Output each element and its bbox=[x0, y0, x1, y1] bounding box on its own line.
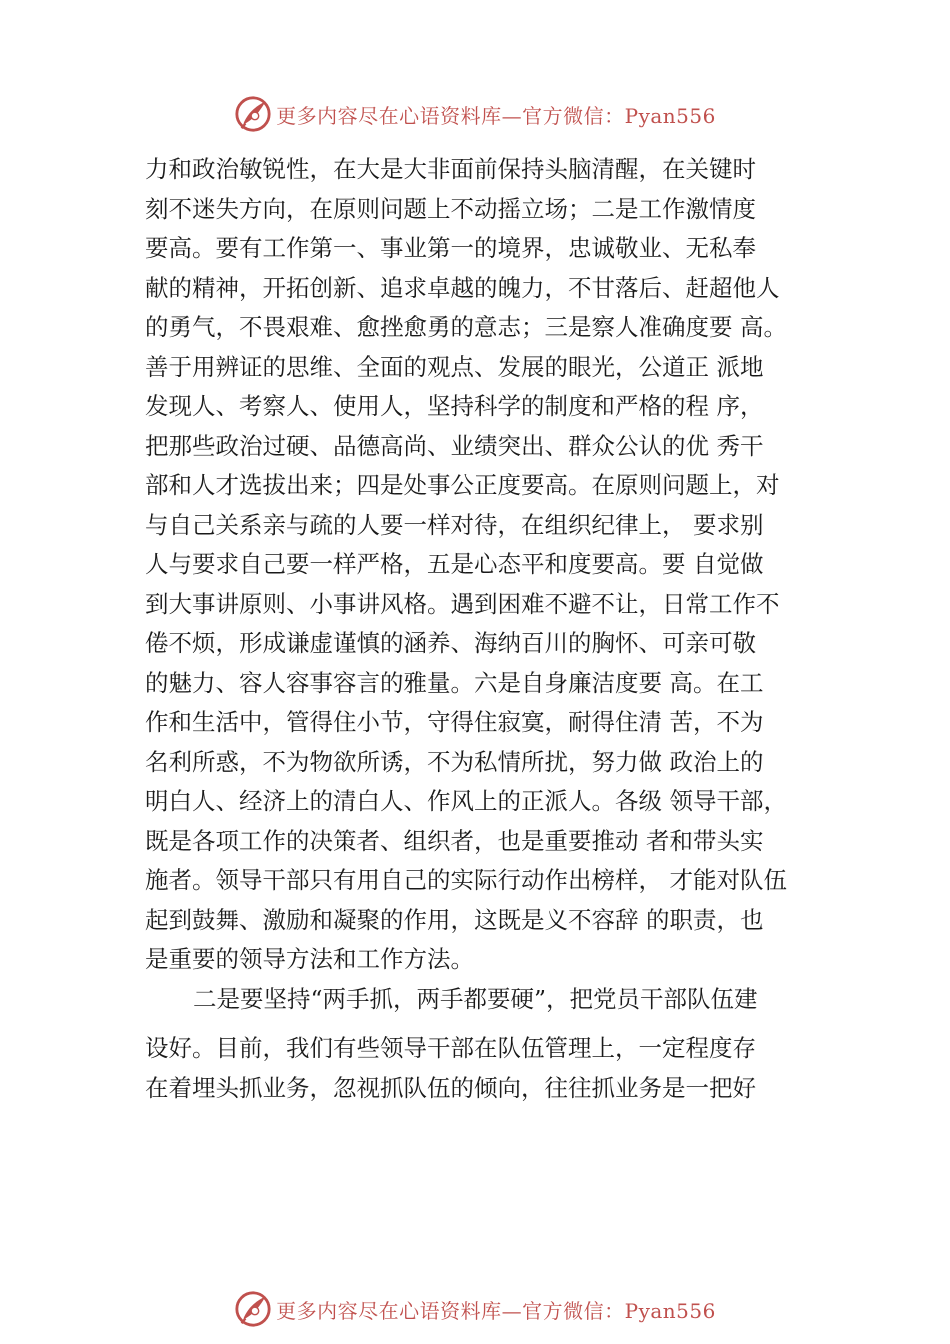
footer-watermark bbox=[0, 1289, 950, 1329]
body-line: 力和政治敏锐性，在大是大非面前保持头脑清醒，在关键时 bbox=[145, 155, 756, 183]
footer-text bbox=[276, 1295, 716, 1324]
body-line: 善于用辨证的思维、全面的观点、发展的眼光，公道正 派地 bbox=[145, 352, 764, 381]
body-line: 与自己关系亲与疏的人要一样对待，在组织纪律上， 要求别 bbox=[145, 510, 764, 539]
quill-logo-icon bbox=[234, 1290, 272, 1328]
body-line: 的勇气，不畏艰难、愈挫愈勇的意志；三是察人准确度要 高。 bbox=[145, 313, 787, 341]
body-line: 设好。目前，我们有些领导干部在队伍管理上，一定程度存 bbox=[145, 1034, 756, 1062]
footer-site-text: 更多内容尽在心语资料库 bbox=[276, 1298, 502, 1323]
body-line: 要高。要有工作第一、事业第一的境界，忠诚敬业、无私奉 bbox=[145, 234, 756, 262]
body-line: 部和人才选拔出来；四是处事公正度要高。在原则问题上，对 bbox=[145, 471, 780, 499]
header-wechat-text: 官方微信：Pyan556 bbox=[522, 103, 716, 128]
body-line: 作和生活中，管得住小节，守得住寂寞，耐得住清 苦，不为 bbox=[145, 708, 764, 736]
footer-wechat-text: 官方微信：Pyan556 bbox=[522, 1298, 716, 1323]
body-line: 献的精神，开拓创新、追求卓越的魄力，不甘落后、赶超他人 bbox=[145, 273, 780, 302]
body-line: 名利所惑，不为物欲所诱，不为私情所扰，努力做 政治上的 bbox=[145, 747, 764, 776]
body-line: 施者。领导干部只有用自己的实际行动作出榜样， 才能对队伍 bbox=[145, 866, 787, 894]
footer-separator: — bbox=[501, 1298, 523, 1323]
body-line: 把那些政治过硬、品德高尚、业绩突出、群众公认的优 秀干 bbox=[145, 431, 764, 460]
header-site-text: 更多内容尽在心语资料库 bbox=[276, 103, 502, 128]
quill-logo-icon bbox=[234, 95, 272, 133]
body-line: 是重要的领导方法和工作方法。 bbox=[145, 945, 474, 973]
body-line: 到大事讲原则、小事讲风格。遇到困难不避不让，日常工作不 bbox=[145, 589, 780, 618]
body-line: 既是各项工作的决策者、组织者，也是重要推动 者和带头实 bbox=[145, 826, 764, 855]
body-line: 人与要求自己要一样严格，五是心态平和度要高。要 自觉做 bbox=[145, 550, 764, 578]
body-line: 在着埋头抓业务，忽视抓队伍的倾向，往往抓业务是一把好 bbox=[145, 1073, 756, 1102]
body-line: 发现人、考察人、使用人，坚持科学的制度和严格的程 序， bbox=[145, 392, 764, 420]
body-line: 的魅力、容人容事容言的雅量。六是自身廉洁度要 高。在工 bbox=[145, 668, 764, 697]
header-text bbox=[276, 100, 716, 129]
body-line: 刻不迷失方向，在原则问题上不动摇立场；二是工作激情度 bbox=[145, 194, 756, 223]
body-line: 二是要坚持“两手抓，两手都要硬”，把党员干部队伍建 bbox=[193, 984, 758, 1013]
document-body bbox=[145, 150, 845, 1108]
body-line: 倦不烦，形成谦虚谨慎的涵养、海纳百川的胸怀、可亲可敬 bbox=[145, 629, 756, 657]
body-line: 起到鼓舞、激励和凝聚的作用，这既是义不容辞 的职责，也 bbox=[145, 905, 764, 934]
header-separator: — bbox=[501, 103, 523, 128]
body-line: 明白人、经济上的清白人、作风上的正派人。各级 领导干部， bbox=[145, 787, 787, 815]
header-watermark bbox=[0, 94, 950, 134]
